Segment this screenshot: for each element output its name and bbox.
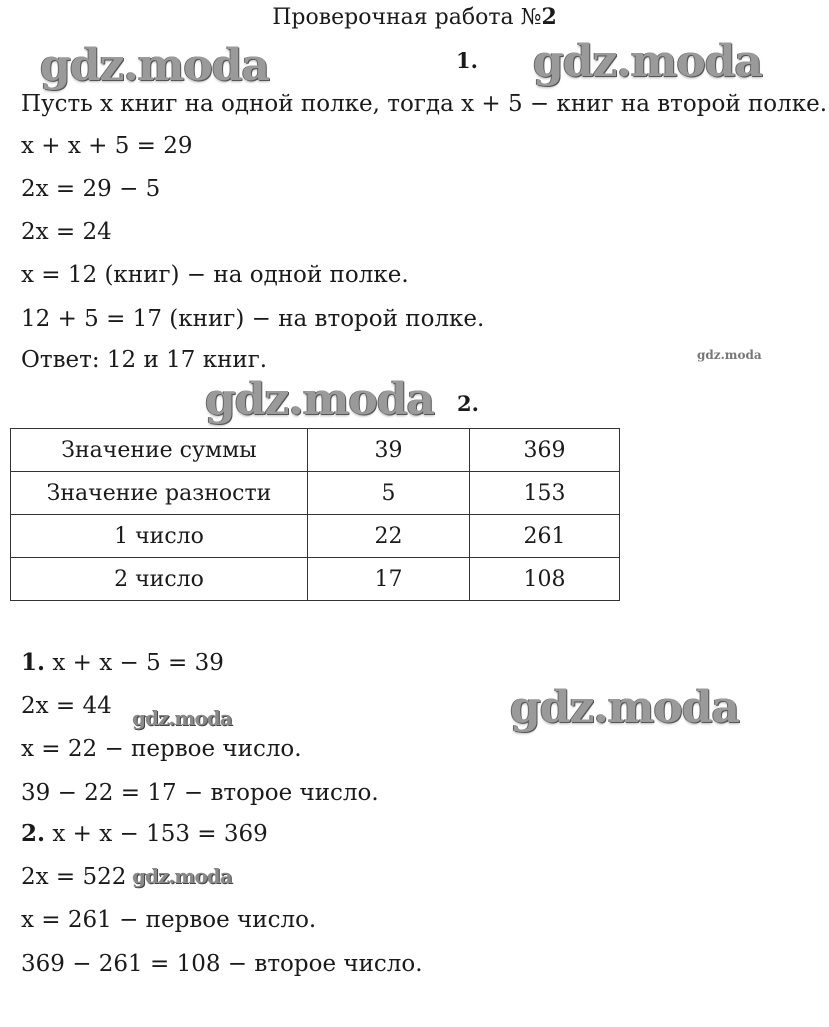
part1-line-1: 1. x + x − 5 = 39 — [21, 649, 224, 676]
title-number: 2 — [541, 4, 557, 30]
part2-line-4: 369 − 261 = 108 − второе число. — [21, 951, 423, 977]
part2-number: 2 — [21, 820, 38, 847]
part2-line-3: x = 261 − первое число. — [21, 907, 317, 933]
table-cell-label: Значение суммы — [11, 429, 308, 472]
table-row — [11, 558, 620, 601]
table-cell: 153 — [470, 472, 620, 515]
part1-line-3: x = 22 − первое число. — [21, 736, 302, 762]
part1-line-4: 39 − 22 = 17 − второе число. — [21, 780, 379, 806]
table-cell: 22 — [308, 515, 470, 558]
watermark-logo: gdz.moda — [132, 706, 232, 730]
part1-line-2: 2x = 44 — [21, 693, 112, 719]
values-table — [10, 428, 620, 601]
watermark-logo: gdz.moda — [40, 40, 270, 91]
watermark-logo: gdz.moda — [697, 348, 762, 362]
part1-number: 1 — [21, 649, 38, 676]
watermark-logo: gdz.moda — [510, 682, 740, 733]
table-cell: 5 — [308, 472, 470, 515]
table-cell: 17 — [308, 558, 470, 601]
table-cell-label: 2 число — [11, 558, 308, 601]
part2-line-2: 2x = 522 — [21, 864, 127, 890]
part2-line-1: 2. x + x − 153 = 369 — [21, 820, 268, 847]
table-cell-label: Значение разности — [11, 472, 308, 515]
task1-number: 1. — [456, 48, 478, 73]
task1-line-3: 2x = 29 − 5 — [21, 176, 161, 202]
task1-line-5: x = 12 (книг) − на одной полке. — [21, 262, 409, 288]
task1-line-6: 12 + 5 = 17 (книг) − на второй полке. — [21, 306, 485, 332]
watermark-logo: gdz.moda — [533, 36, 763, 87]
watermark-logo: gdz.moda — [132, 864, 232, 888]
task1-answer: Ответ: 12 и 17 книг. — [21, 347, 268, 373]
task1-line-1: Пусть x книг на одной полке, тогда x + 5 − книг на второй полке. — [21, 91, 828, 117]
table-row — [11, 472, 620, 515]
task1-line-2: x + x + 5 = 29 — [21, 133, 193, 159]
table-cell: 39 — [308, 429, 470, 472]
table-row — [11, 429, 620, 472]
table-cell: 108 — [470, 558, 620, 601]
page-title: Проверочная работа №2 — [272, 4, 557, 30]
watermark-logo: gdz.moda — [205, 374, 435, 425]
task2-number: 2. — [457, 391, 479, 416]
table-row — [11, 515, 620, 558]
table-cell: 369 — [470, 429, 620, 472]
task1-line-4: 2x = 24 — [21, 219, 112, 245]
table-cell: 261 — [470, 515, 620, 558]
table-cell-label: 1 число — [11, 515, 308, 558]
